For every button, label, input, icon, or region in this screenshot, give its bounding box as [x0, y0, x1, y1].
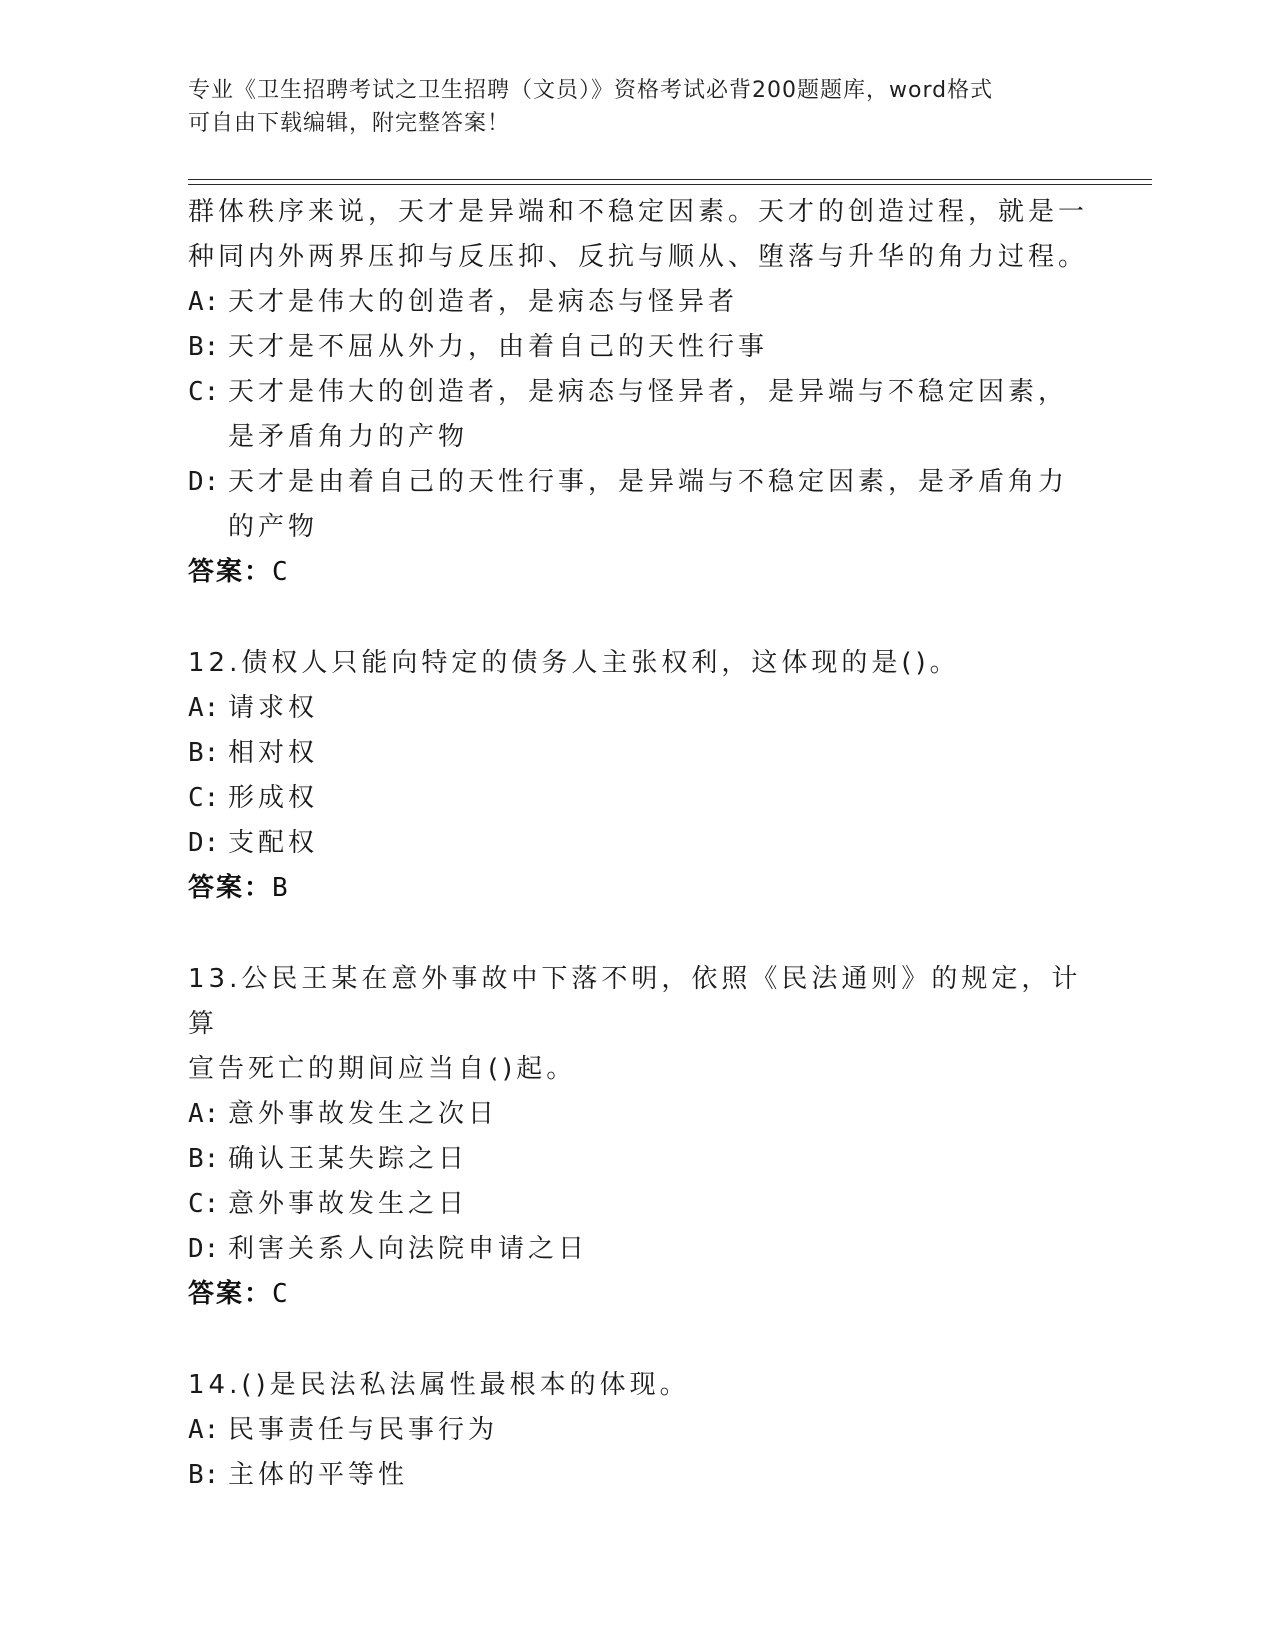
answer-label: 答案： [188, 873, 273, 903]
option-letter: C: [188, 377, 220, 407]
option-d [188, 821, 1088, 866]
question-13 [188, 957, 1088, 1317]
option-text: 天才是由着自己的天性行事，是异端与不稳定因素，是矛盾角力的产物 [228, 467, 1069, 542]
option-text: 确认王某失踪之日 [228, 1144, 469, 1174]
option-text: 形成权 [228, 783, 319, 813]
option-text: 天才是伟大的创造者，是病态与怪异者，是异端与不稳定因素，是矛盾角力的产物 [228, 377, 1069, 452]
document-header [188, 74, 1088, 140]
option-letter: A: [188, 693, 220, 723]
option-letter: D: [188, 1234, 220, 1264]
question-11-continuation [188, 190, 1088, 595]
option-letter: A: [188, 1099, 220, 1129]
spacer [188, 595, 1088, 641]
question-title-line: 宣告死亡的期间应当自()起。 [188, 1054, 577, 1084]
option-letter: B: [188, 332, 220, 362]
option-a [188, 280, 1088, 325]
question-stem-line: 群体秩序来说，天才是异端和不稳定因素。天才的创造过程，就是一 [188, 197, 1089, 227]
option-b [188, 325, 1088, 370]
header-title-line-1: 专业《卫生招聘考试之卫生招聘（文员）》资格考试必背200题题库，word格式 [188, 78, 994, 103]
option-a [188, 686, 1088, 731]
option-text: 利害关系人向法院申请之日 [228, 1234, 589, 1264]
option-text: 天才是不屈从外力，由着自己的天性行事 [228, 332, 769, 362]
answer-label: 答案： [188, 1279, 273, 1309]
spacer [188, 911, 1088, 957]
spacer [188, 1317, 1088, 1363]
answer-label: 答案： [188, 557, 273, 587]
question-content [188, 190, 1088, 1498]
option-c [188, 776, 1088, 821]
header-divider-top [188, 179, 1152, 180]
answer-value: C [272, 557, 290, 587]
answer-line [188, 866, 1088, 911]
question-14 [188, 1363, 1088, 1498]
option-c [188, 370, 1088, 460]
answer-line [188, 550, 1088, 595]
option-text: 天才是伟大的创造者，是病态与怪异者 [228, 287, 739, 317]
option-letter: A: [188, 287, 220, 317]
option-c [188, 1182, 1088, 1227]
option-letter: B: [188, 738, 220, 768]
option-b [188, 731, 1088, 776]
option-a [188, 1092, 1088, 1137]
option-text: 意外事故发生之日 [228, 1189, 469, 1219]
question-title: 12.债权人只能向特定的债务人主张权利，这体现的是()。 [188, 648, 960, 678]
option-text: 主体的平等性 [228, 1460, 409, 1490]
option-b [188, 1137, 1088, 1182]
option-letter: A: [188, 1415, 220, 1445]
header-divider-bottom [188, 184, 1152, 185]
option-text: 相对权 [228, 738, 319, 768]
option-b [188, 1453, 1088, 1498]
question-12 [188, 641, 1088, 911]
option-text: 意外事故发生之次日 [228, 1099, 499, 1129]
header-title-line-2: 可自由下载编辑，附完整答案！ [188, 111, 511, 136]
option-letter: D: [188, 828, 220, 858]
question-title: 14.()是民法私法属性最根本的体现。 [188, 1370, 690, 1400]
option-letter: D: [188, 467, 220, 497]
option-d [188, 1227, 1088, 1272]
option-letter: B: [188, 1144, 220, 1174]
option-d [188, 460, 1088, 550]
answer-line [188, 1272, 1088, 1317]
option-text: 民事责任与民事行为 [228, 1415, 499, 1445]
option-letter: B: [188, 1460, 220, 1490]
answer-value: B [272, 873, 290, 903]
option-letter: C: [188, 1189, 220, 1219]
option-letter: C: [188, 783, 220, 813]
option-a [188, 1408, 1088, 1453]
option-text: 请求权 [228, 693, 319, 723]
question-stem-line: 种同内外两界压抑与反压抑、反抗与顺从、堕落与升华的角力过程。 [188, 242, 1089, 272]
option-text: 支配权 [228, 828, 319, 858]
question-title-line: 13.公民王某在意外事故中下落不明，依照《民法通则》的规定，计算 [188, 964, 1082, 1039]
answer-value: C [272, 1279, 290, 1309]
